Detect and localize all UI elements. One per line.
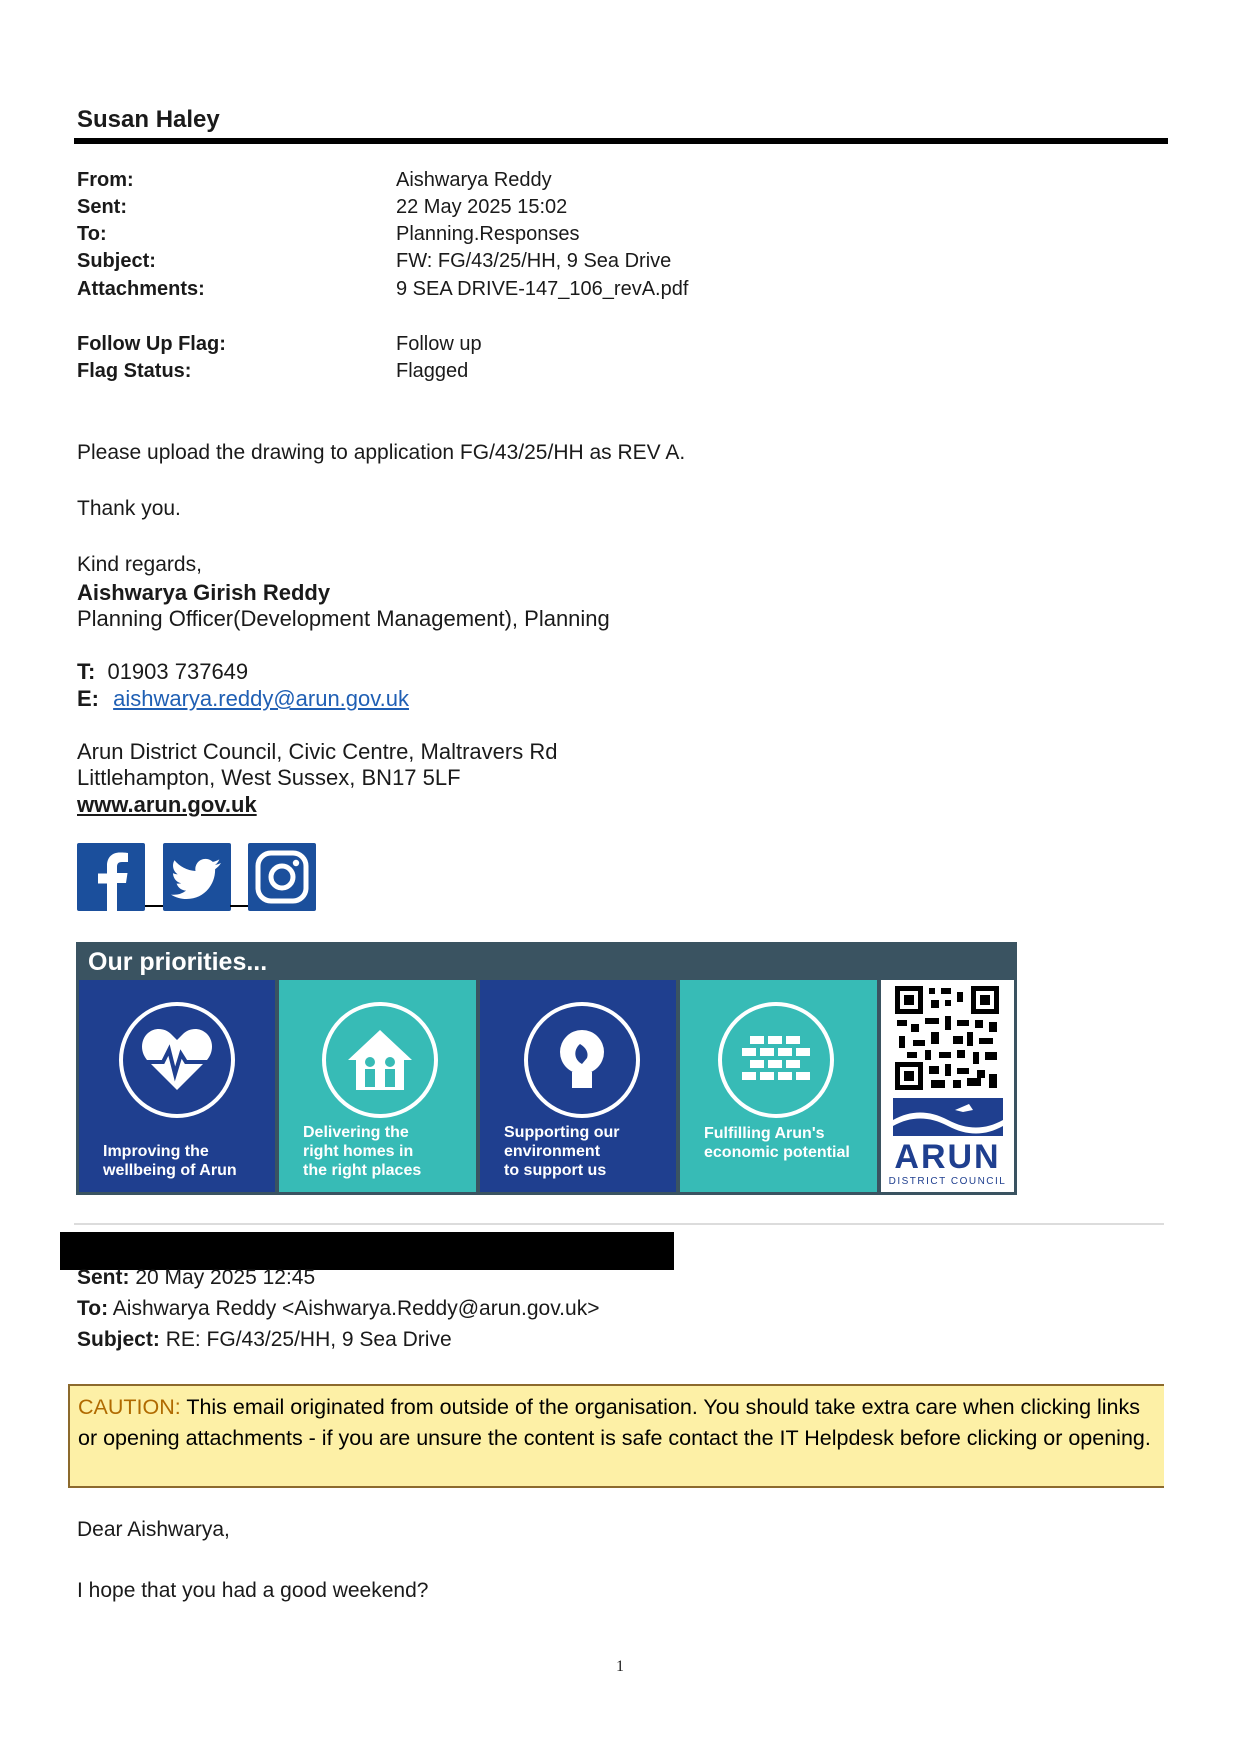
priority-caption-line: right homes in bbox=[303, 1143, 414, 1160]
link-underscore bbox=[145, 905, 163, 907]
caution-label: CAUTION: bbox=[78, 1395, 181, 1419]
from-value: Aishwarya Reddy bbox=[396, 169, 552, 191]
brick-wall-icon bbox=[718, 1002, 834, 1118]
priority-caption-line: to support us bbox=[504, 1162, 607, 1179]
header-rule bbox=[74, 138, 1168, 144]
lightbulb-leaf-icon bbox=[524, 1002, 640, 1118]
flag-status-value: Flagged bbox=[396, 360, 469, 382]
external-email-caution-banner bbox=[68, 1384, 1164, 1488]
forwarded-to-row bbox=[77, 1297, 599, 1321]
qr-code-icon bbox=[895, 986, 999, 1090]
priority-caption-line: economic potential bbox=[704, 1144, 850, 1161]
reply-line: I hope that you had a good weekend? bbox=[77, 1579, 429, 1602]
phone-number: 01903 737649 bbox=[107, 659, 249, 684]
caution-message: This email originated from outside of the organisation. You should take extra care when clicking links or opening attachments - if you are unsure the content is safe contact the IT Helpdesk before clicking or opening. bbox=[78, 1395, 1151, 1450]
forwarded-subject-value: RE: FG/43/25/HH, 9 Sea Drive bbox=[165, 1328, 452, 1351]
reply-greeting: Dear Aishwarya, bbox=[77, 1518, 230, 1541]
address-line-1: Arun District Council, Civic Centre, Maltravers Rd bbox=[77, 739, 558, 764]
sent-label: Sent: bbox=[77, 196, 127, 218]
arun-waves-icon bbox=[893, 1098, 1003, 1136]
signature-title: Planning Officer(Development Management), Planning bbox=[77, 606, 610, 631]
priority-caption-line: the right places bbox=[303, 1162, 422, 1179]
attachments-label: Attachments: bbox=[77, 278, 205, 300]
follow-up-flag-value: Follow up bbox=[396, 333, 482, 355]
instagram-icon[interactable] bbox=[248, 843, 316, 911]
sent-value: 22 May 2025 15:02 bbox=[396, 196, 568, 218]
priority-caption-line: Delivering the bbox=[303, 1124, 409, 1141]
redaction-bar bbox=[60, 1232, 674, 1270]
forwarded-to-value: Aishwarya Reddy <Aishwarya.Reddy@arun.gov.uk> bbox=[112, 1297, 600, 1320]
priority-caption-line: Supporting our bbox=[504, 1124, 620, 1141]
forwarded-subject-label: Subject: bbox=[77, 1328, 160, 1351]
to-label: To: bbox=[77, 223, 107, 245]
forwarded-to-label: To: bbox=[77, 1297, 109, 1320]
website-link[interactable]: www.arun.gov.uk bbox=[77, 792, 257, 817]
body-line-thanks: Thank you. bbox=[77, 497, 181, 520]
priority-panel-wellbeing bbox=[79, 980, 275, 1192]
facebook-icon[interactable] bbox=[77, 843, 145, 911]
priority-panel-economy bbox=[680, 980, 877, 1192]
arun-logo-panel bbox=[881, 980, 1014, 1192]
page-number: 1 bbox=[616, 1658, 624, 1675]
priorities-banner bbox=[76, 942, 1017, 1195]
signature-name: Aishwarya Girish Reddy bbox=[77, 580, 331, 605]
phone-label: T: bbox=[77, 659, 96, 684]
priority-caption-line: environment bbox=[504, 1143, 601, 1160]
priority-caption-line: Fulfilling Arun's bbox=[704, 1125, 825, 1142]
forwarded-subject-row bbox=[77, 1328, 452, 1352]
body-line-upload: Please upload the drawing to application FG/43/25/HH as REV A. bbox=[77, 441, 686, 464]
house-family-icon bbox=[322, 1002, 438, 1118]
body-line-regards: Kind regards, bbox=[77, 553, 202, 576]
forwarded-sent-value: 20 May 2025 12:45 bbox=[135, 1266, 316, 1289]
arun-logo-subtitle: DISTRICT COUNCIL bbox=[888, 1176, 1007, 1187]
subject-value: FW: FG/43/25/HH, 9 Sea Drive bbox=[396, 250, 672, 272]
document-owner-name: Susan Haley bbox=[77, 106, 220, 133]
link-underscore bbox=[230, 905, 248, 907]
arun-logo-word: ARUN bbox=[894, 1138, 1001, 1176]
message-divider bbox=[74, 1223, 1164, 1225]
subject-label: Subject: bbox=[77, 250, 156, 272]
flag-status-label: Flag Status: bbox=[77, 360, 192, 382]
forwarded-sent-row bbox=[77, 1266, 315, 1290]
to-value: Planning.Responses bbox=[396, 223, 580, 245]
priority-caption-line: Improving the bbox=[103, 1143, 209, 1160]
twitter-icon[interactable] bbox=[163, 843, 231, 911]
email-link[interactable]: aishwarya.reddy@arun.gov.uk bbox=[113, 686, 409, 711]
heart-icon bbox=[119, 1002, 235, 1118]
from-label: From: bbox=[77, 169, 134, 191]
priority-panel-homes bbox=[279, 980, 476, 1192]
address-line-2: Littlehampton, West Sussex, BN17 5LF bbox=[77, 765, 461, 790]
priority-caption-line: wellbeing of Arun bbox=[103, 1162, 237, 1179]
follow-up-flag-label: Follow Up Flag: bbox=[77, 333, 226, 355]
priority-panel-environment bbox=[480, 980, 676, 1192]
banner-title: Our priorities... bbox=[88, 948, 268, 976]
attachment-link[interactable]: 9 SEA DRIVE-147_106_revA.pdf bbox=[396, 278, 689, 300]
email-label: E: bbox=[77, 686, 99, 711]
forwarded-sent-label: Sent: bbox=[77, 1266, 130, 1289]
